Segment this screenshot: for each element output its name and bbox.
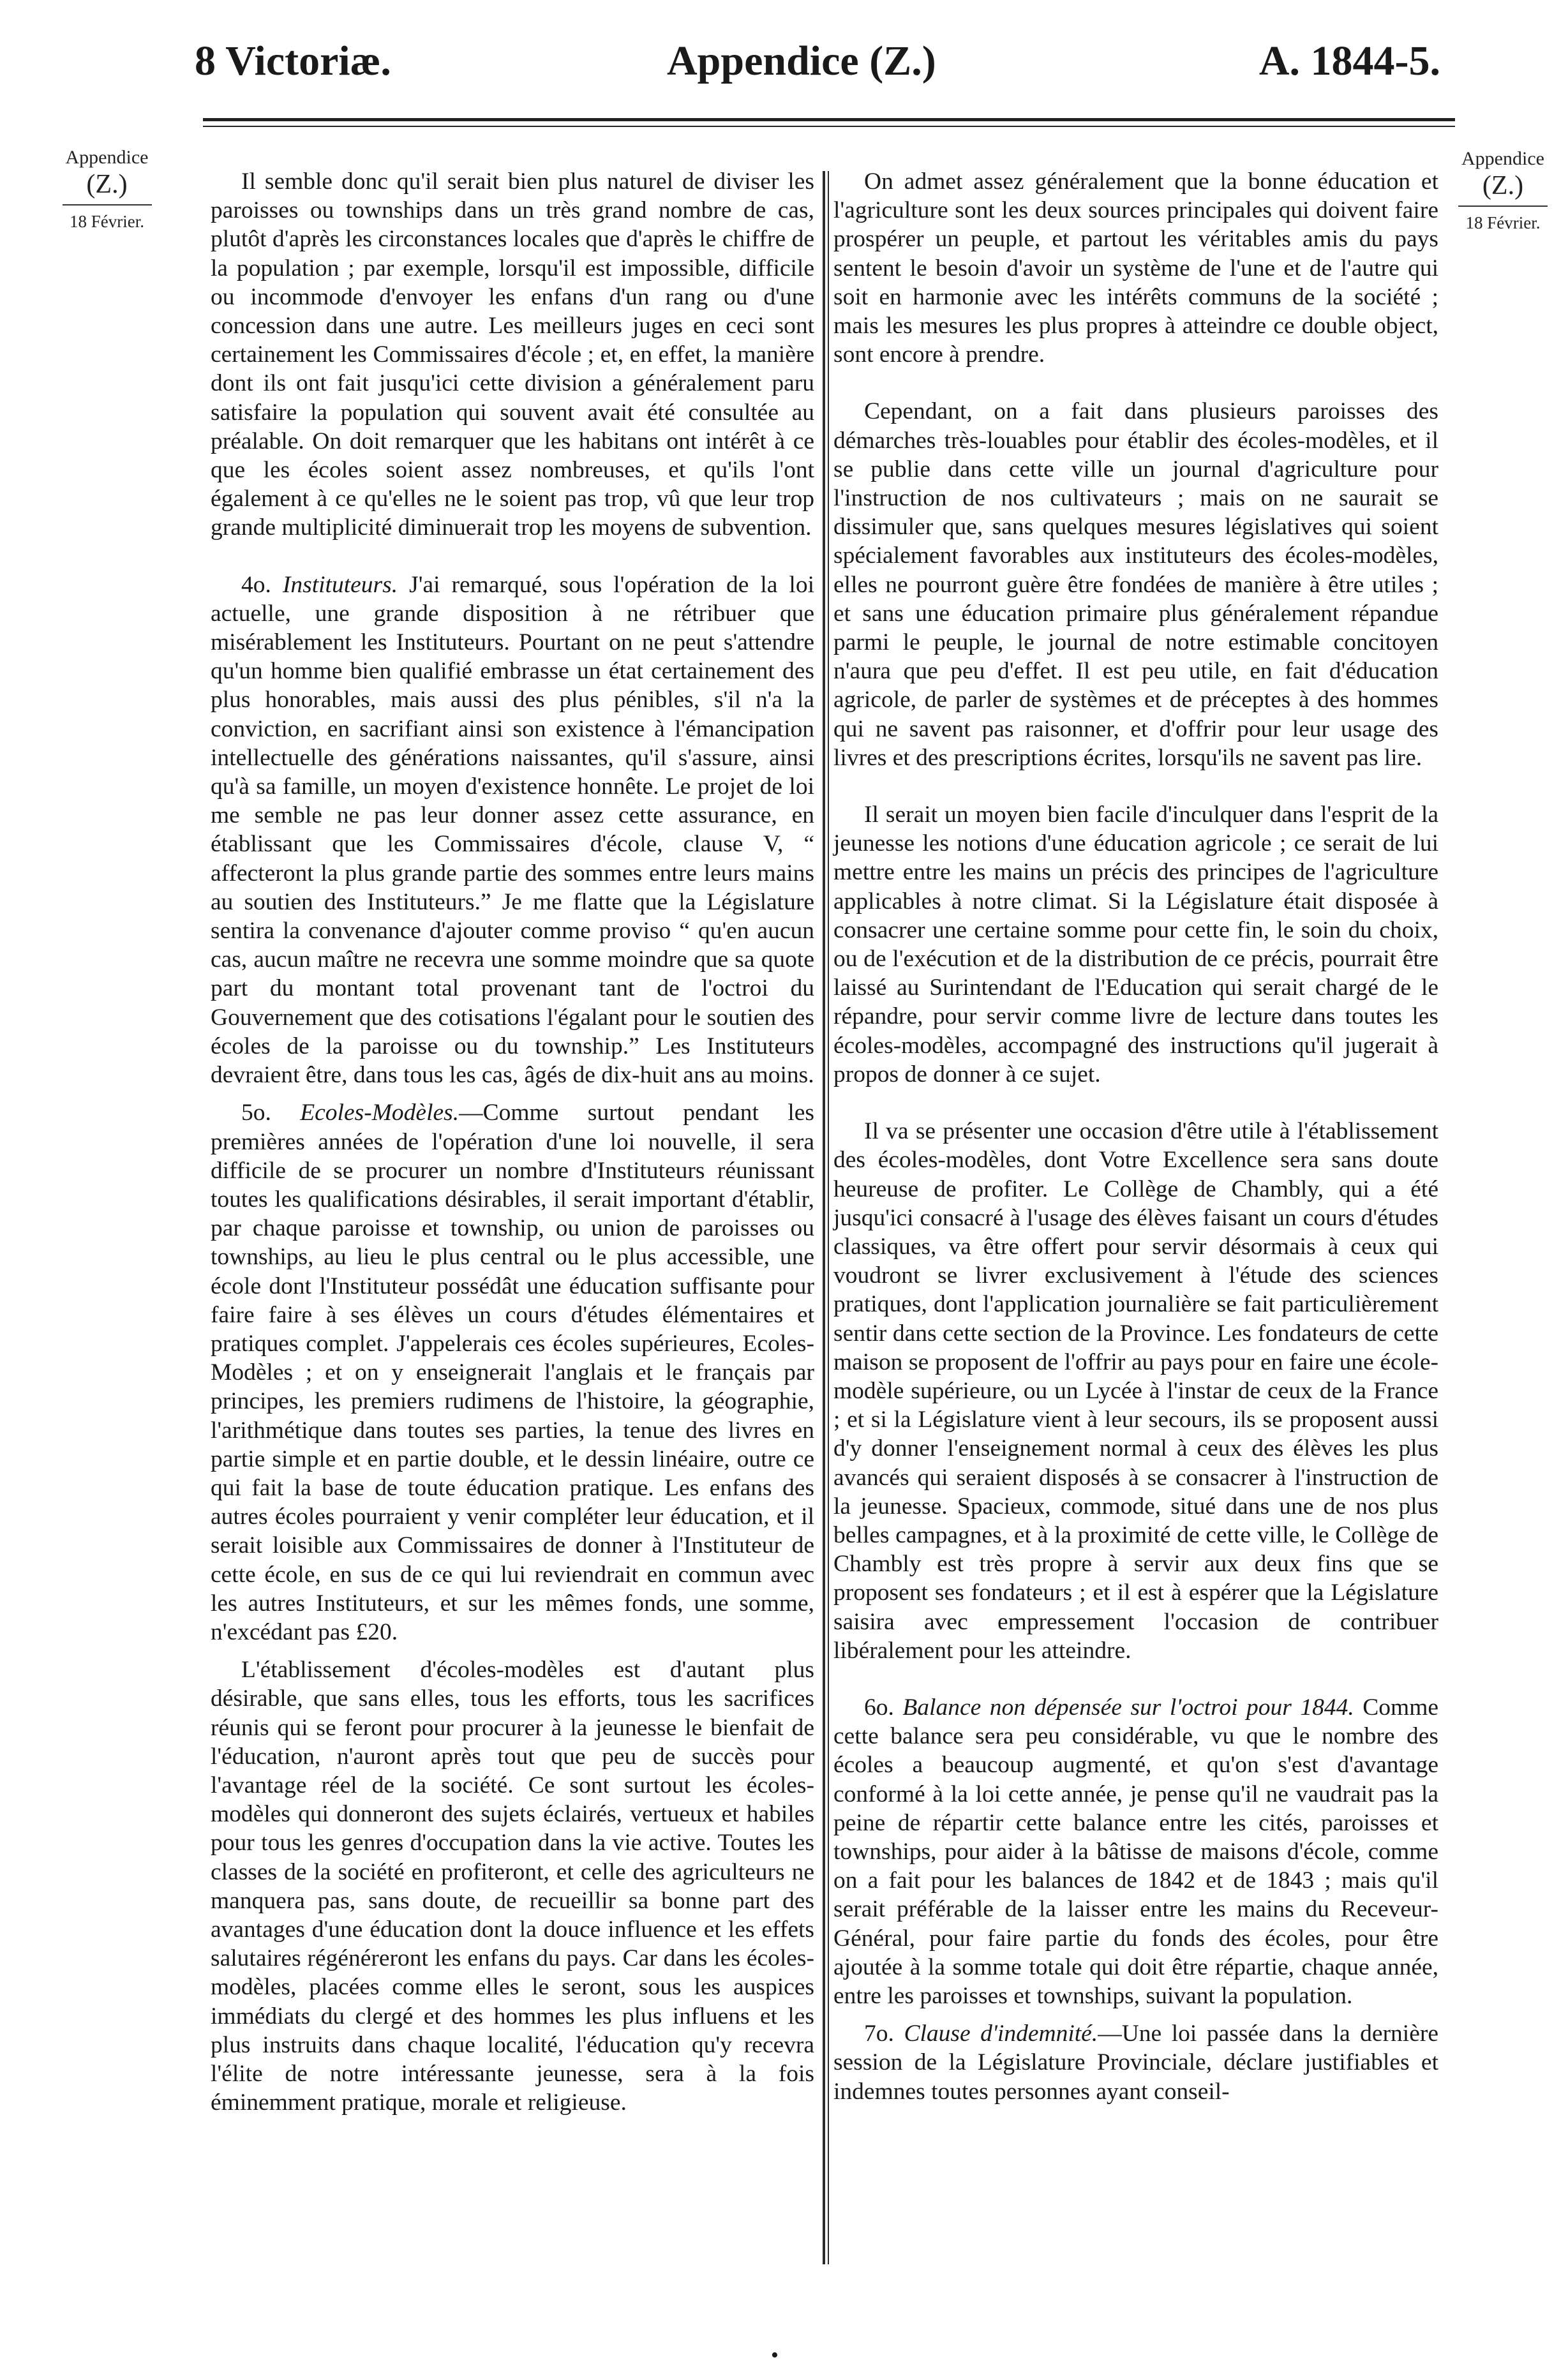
paragraph-balance xyxy=(833,1693,1438,2010)
margin-note-label: Appendice xyxy=(1461,148,1544,169)
column-separator xyxy=(823,171,825,2264)
margin-note-right xyxy=(1439,148,1567,233)
footer-mark: • xyxy=(771,2343,779,2367)
section-number: 5o. xyxy=(241,1100,271,1126)
left-column xyxy=(211,167,814,2126)
paragraph-indemnite xyxy=(833,2019,1438,2106)
header-title: Appendice (Z.) xyxy=(667,38,936,84)
paragraph-text: Cependant, on a fait dans plusieurs paroisses des démarches très-louables pour établir des écoles-modèles, et il se publie dans cette ville un journal d'agriculture pour l'instruction de nos cultivateurs ; mais on ne saurait se dissimuler que, sans quelques mesures législatives qui soient spécialement favorables aux instituteurs des écoles-modèles, elles ne pourront guère être fondées de manière à être utiles ; et sans une éducation primaire plus généralement répandue parmi le peuple, le journal de notre estimable concitoyen n'aura que peu d'effet. Il est peu utile, en fait d'éducation agricole, de parler de systèmes et de préceptes à des hommes qui ne savent pas raisonner, et d'offrir pour leur usage des livres et des prescriptions écrites, lorsqu'ils ne savent pas lire. xyxy=(833,398,1438,771)
margin-note-letter: (Z.) xyxy=(86,170,128,199)
margin-note-letter: (Z.) xyxy=(1482,171,1524,200)
paragraph-college-chambly xyxy=(833,1117,1438,1665)
column-separator-thin xyxy=(828,171,829,2264)
paragraph-text: —Une loi passée dans la dernière session de la Législature Provinciale, déclare justifiables et indemnes toutes personnes ayant conseil- xyxy=(833,2021,1439,2105)
margin-note-divider xyxy=(63,204,152,205)
paragraph-text: J'ai remarqué, sous l'opération de la loi actuelle, une grande disposition à ne rétribuer que misérablement les Instituteurs. Pourtant on ne peut s'attendre qu'un homme bien qualifié embrasse un état certainement des plus honorables, mais aussi des plus pénibles, s'il n'a la conviction, en sacrifiant ainsi son existence à l'émancipation intellectuelle des générations naissantes, qu'il s'assure, ainsi qu'à sa famille, un moyen d'existence honnête. Le projet de loi me semble ne pas leur donner assez cette assurance, en établissant que les Commissaires d'école, clause V, “ affecteront la plus grande partie des sommes entre leurs mains au soutien des Instituteurs.” Je me flatte que la Législature sentira la convenance d'ajouter comme proviso “ qu'en aucun cas, aucun maître ne recevra une somme moindre que sa quote part du montant total provenant tant de l'octroi du Gouvernement que des cotisations l'égalant pour le soutien des écoles de la paroisse ou du township.” Les Instituteurs devraient être, dans tous les cas, âgés de dix-huit ans au moins. xyxy=(211,571,815,1089)
paragraph-division-paroisses xyxy=(211,167,814,542)
paragraph-text: Il semble donc qu'il serait bien plus naturel de diviser les paroisses ou townships dans un très grand nombre de cas, plutôt d'après les circonstances locales que d'après le chiffre de la population ; par exemple, lorsqu'il est impossible, difficile ou incommode d'envoyer les enfans d'un rang ou d'une concession dans une autre. Les meilleurs juges en ceci sont certainement les Commissaires d'école ; et, en effet, la manière dont ils ont fait jusqu'ici cette division a généralement paru satisfaire la population qui souvent avait été consultée au préalable. On doit remarquer que les habitans ont intérêt à ce que les écoles soient assez nombreuses, et qu'ils l'ont également à ce qu'elles ne le soient pas trop, vû que leur trop grande multiplicité diminuerait trop les moyens de subvention. xyxy=(211,168,814,541)
paragraph-text: On admet assez généralement que la bonne éducation et l'agriculture sont les deux sources principales qui doivent faire prospérer un peuple, et partout les véritables amis du pays sentent le besoin d'avoir un système de l'une et de l'autre qui soit en harmonie avec les intérêts communs de la société ; mais les mesures les plus propres à atteindre ce double object, sont encore à prendre. xyxy=(833,168,1438,368)
margin-note-left xyxy=(38,147,175,232)
section-heading: Clause d'indemnité. xyxy=(904,2021,1098,2047)
paragraph-demarches xyxy=(833,397,1438,772)
section-heading: Instituteurs. xyxy=(282,571,398,598)
margin-note-label: Appendice xyxy=(65,147,149,168)
header-year: A. 1844-5. xyxy=(1258,38,1440,84)
section-number: 4o. xyxy=(241,571,271,598)
margin-note-divider xyxy=(1458,205,1548,207)
paragraph-text: Comme cette balance sera peu considérable, vu que le nombre des écoles a beaucoup augmenté, et qu'on s'est d'avantage conformé à la loi cette année, je pense qu'il ne vaudrait pas la peine de répartir cette balance entre les cités, paroisses et townships, pour aider à la bâtisse de maisons d'école, comme on a fait pour les balances de 1842 et de 1843 ; mais qu'il serait préférable de la laisser entre les mains du Receveur-Général, pour faire partie du fonds des écoles, pour être ajoutée à la somme totale qui doit être répartie, chaque année, entre les paroisses et townships, suivant la population. xyxy=(833,1694,1439,2009)
header-rule-thick xyxy=(203,118,1455,121)
paragraph-text: —Comme surtout pendant les premières années de l'opération d'une loi nouvelle, il sera difficile de se procurer un nombre d'Instituteurs réunissant toutes les qualifications désirables, il serait important d'établir, par chaque paroisse et township, ou union de paroisses ou townships, au lieu le plus central ou le plus accessible, une école dont l'Instituteur possédât une éducation suffisante pour faire faire à ses élèves un cours d'études élémentaires et pratiques complet. J'appelerais ces écoles supérieures, Ecoles-Modèles ; et on y enseignerait l'anglais et le français par principes, les premiers rudimens de l'histoire, la géographie, l'arithmétique dans toutes ses parties, la tenue des livres en partie simple et en partie double, et le dessin linéaire, outre ce qui fait la base de toute éducation pratique. Les enfans des autres écoles pourraient y venir compléter leur éducation, et il serait loisible aux Commissaires de donner à l'Instituteur de cette école, en sus de ce qui lui reviendrait en commun avec les autres Instituteurs, et sur les mêmes fonds, une somme, n'excédant pas £20. xyxy=(211,1100,814,1645)
right-column xyxy=(833,167,1438,2115)
paragraph-text: L'établissement d'écoles-modèles est d'autant plus désirable, que sans elles, tous les efforts, tous les sacrifices réunis qui se feront pour procurer à la jeunesse le bienfait de l'éducation, n'auront après tout que peu de succès pour l'avantage réel de la société. Ce sont surtout les écoles-modèles qui donneront des sujets éclairés, vertueux et habiles pour tous les genres d'occupation dans la vie active. Toutes les classes de la société en profiteront, et celle des agriculteurs ne manquera pas, sans doute, de recueillir sa bonne part des avantages d'une éducation dont la douce influence et les effets salutaires régénéreront les enfans du pays. Car dans les écoles-modèles, placées comme elles le seront, sous les auspices immédiats du clergé et des hommes les plus influens et les plus instruits dans chaque localité, l'éducation qu'y recevra l'élite de notre intéressante jeunesse, sera à la fois éminemment pratique, morale et religieuse. xyxy=(211,1657,814,2116)
paragraph-etablissement xyxy=(211,1655,814,2117)
section-heading: Ecoles-Modèles. xyxy=(300,1100,459,1126)
section-number: 7o. xyxy=(864,2021,894,2047)
section-heading: Balance non dépensée sur l'octroi pour 1844. xyxy=(902,1694,1354,1721)
margin-note-date: 18 Février. xyxy=(1465,213,1541,232)
paragraph-precis-agriculture xyxy=(833,800,1438,1089)
header-session: 8 Victoriæ. xyxy=(195,38,391,84)
paragraph-education-agriculture xyxy=(833,167,1438,369)
paragraph-instituteurs xyxy=(211,571,814,1090)
section-number: 6o. xyxy=(864,1694,894,1721)
margin-note-date: 18 Février. xyxy=(70,212,144,231)
header-rule-thin xyxy=(203,126,1455,127)
paragraph-text: Il va se présenter une occasion d'être utile à l'établissement des écoles-modèles, dont Votre Excellence sera sans doute heureuse de profiter. Le Collège de Chambly, qui a été jusqu'ici consacré à l'usage des élèves faisant un cours d'études classiques, va être offert pour servir désormais à ceux qui voudront se livrer exclusivement à l'étude des sciences pratiques, dont l'application journalière se fait particulièrement sentir dans cette section de la Province. Les fondateurs de cette maison se proposent de l'offrir au pays pour en faire une école-modèle supérieure, ou un Lycée à l'instar de ceux de la France ; et si la Législature vient à leur secours, ils se proposent aussi d'y donner l'enseignement normal à ceux des élèves les plus avancés qui seraient disposés à se consacrer à l'instruction de la jeunesse. Spacieux, commode, situé dans une de nos plus belles campagnes, et à la proximité de cette ville, le Collège de Chambly est très propre à servir aux deux fins que se proposent ses fondateurs ; et il est à espérer que la Législature saisira avec empressement l'occasion de contribuer libéralement pour les atteindre. xyxy=(833,1118,1438,1664)
paragraph-ecoles-modeles xyxy=(211,1098,814,1647)
paragraph-text: Il serait un moyen bien facile d'inculquer dans l'esprit de la jeunesse les notions d'une éducation agricole ; ce serait de lui mettre entre les mains un précis des principes de l'agriculture applicables à notre climat. Si la Législature était disposée à consacrer une certaine somme pour cette fin, le soin du choix, ou de l'exécution et de la distribution de ce précis, pourrait être laissé au Surintendant de l'Education qui serait chargé de le répandre, pour servir comme livre de lecture dans toutes les écoles-modèles, accompagné des instructions qu'il jugerait à propos de donner à ce sujet. xyxy=(833,802,1438,1087)
